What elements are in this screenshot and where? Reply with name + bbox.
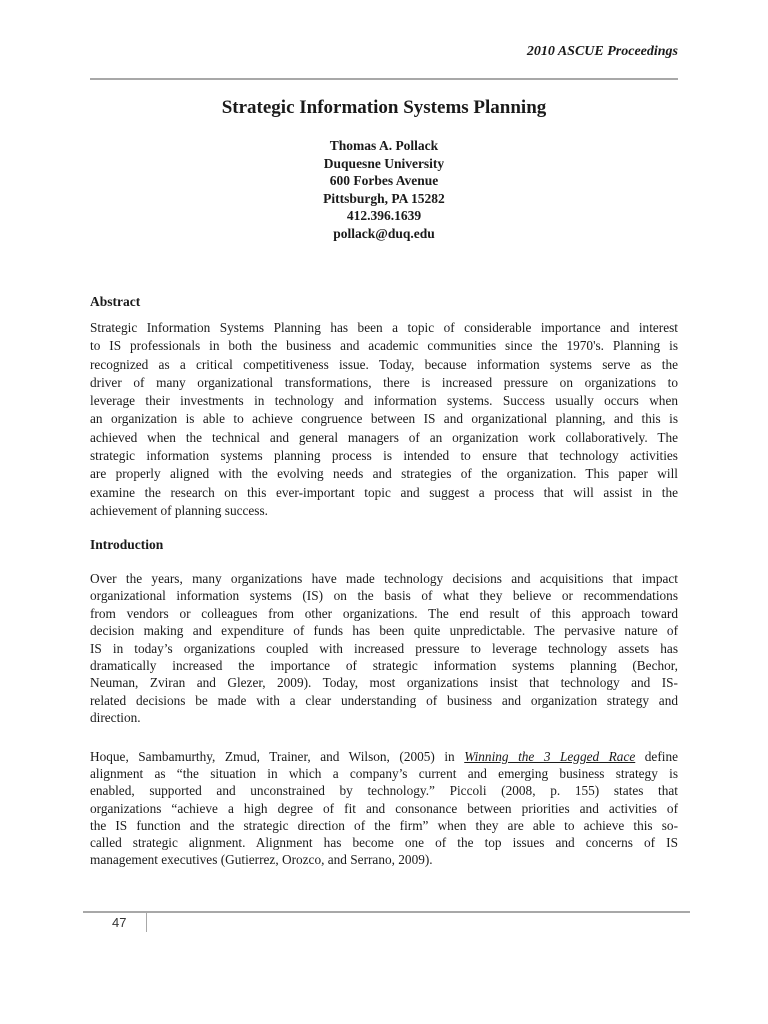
page-number: 47 xyxy=(112,915,127,930)
abstract-paragraph xyxy=(90,319,678,520)
author-affiliation: Duquesne University xyxy=(323,155,445,171)
paragraph-line: driver of many organizational transformations, there is increased pressure on organizations to xyxy=(90,374,678,390)
paragraph-line: strategic information systems planning process is intended to ensure that technology activities xyxy=(90,448,678,464)
paragraph-line: recognized as a critical competitiveness issue. Today, because information systems serve as the xyxy=(90,356,678,372)
author-street: 600 Forbes Avenue xyxy=(329,173,439,189)
paragraph-line: dramatically increased the importance of strategic information systems planning (Bechor, xyxy=(90,658,678,674)
paragraph-line: examine the research on this ever-important topic and suggest a process that will assist in the xyxy=(90,484,678,500)
paragraph-line: called strategic alignment. Alignment has become one of the top issues and concerns of IS xyxy=(90,835,678,851)
running-header: 2010 ASCUE Proceedings xyxy=(526,44,678,59)
paragraph-line: an organization is able to achieve congruence between IS and organizational planning, and this is xyxy=(90,411,678,427)
paragraph-line: Neuman, Zviran and Glezer, 2009). Today, most organizations insist that technology and IS- xyxy=(90,675,678,691)
paragraph-line: decision making and expenditure of funds has been quite unpredictable. The pervasive nature of xyxy=(90,623,678,639)
paragraph-line: to IS professionals in both the business and academic communities since the 1970's. Planning is xyxy=(90,338,678,354)
book-title-link[interactable]: Winning the 3 Legged Race xyxy=(464,749,636,764)
text-span: Hoque, Sambamurthy, Zmud, Trainer, and Wilson, (2005) in xyxy=(90,749,465,764)
author-phone: 412.396.1639 xyxy=(346,208,422,224)
alignment-paragraph xyxy=(90,748,678,868)
paragraph-line: achievement of planning success. xyxy=(90,502,268,518)
paragraph-line: management executives (Gutierrez, Orozco, and Serrano, 2009). xyxy=(90,852,433,868)
text-span: define xyxy=(635,749,678,764)
author-email[interactable]: pollack@duq.edu xyxy=(333,225,435,241)
footer-divider xyxy=(146,912,147,932)
paragraph-line: organizations “achieve a high degree of fit and consonance between priorities and activities of xyxy=(90,800,678,816)
abstract-heading: Abstract xyxy=(90,294,141,309)
paragraph-line: enabled, supported and unconstrained by technology.” Piccoli (2008, p. 155) states that xyxy=(90,783,678,799)
paragraph-line: Over the years, many organizations have made technology decisions and acquisitions that impact xyxy=(90,571,678,586)
footer-rule xyxy=(83,911,690,913)
introduction-paragraph xyxy=(90,570,678,727)
paragraph-line: are properly aligned with the evolving needs and strategies of the organization. This paper will xyxy=(90,466,678,482)
paragraph-line: direction. xyxy=(90,710,141,726)
paragraph-line: the IS function and the strategic direction of the firm” when they are able to achieve this so- xyxy=(90,817,678,833)
author-city: Pittsburgh, PA 15282 xyxy=(323,190,445,206)
paper-title: Strategic Information Systems Planning xyxy=(221,97,547,118)
paragraph-line: alignment as “the situation in which a company’s current and emerging business strategy is xyxy=(90,766,678,782)
paragraph-line: achieved when the technical and general managers of an organization work collaboratively. The xyxy=(90,429,678,445)
paragraph-line xyxy=(90,748,678,765)
header-rule xyxy=(90,78,678,80)
paragraph-line: from vendors or colleagues from other organizations. The end result of this approach toward xyxy=(90,605,678,621)
paragraph-line: IS in today’s organizations coupled with increased pressure to leverage technology assets has xyxy=(90,640,678,656)
paragraph-line: Strategic Information Systems Planning has been a topic of considerable importance and interest xyxy=(90,320,678,335)
paragraph-line: leverage their investments in technology and information systems. Success usually occurs when xyxy=(90,393,678,409)
introduction-heading: Introduction xyxy=(90,537,164,552)
paragraph-line: organizational information systems (IS) on the basis of what they believe or recommendations xyxy=(90,588,678,604)
author-block xyxy=(0,137,768,243)
paragraph-line: related decisions be made with a clear understanding of business and organization strategy and xyxy=(90,692,678,708)
author-name: Thomas A. Pollack xyxy=(329,138,439,153)
